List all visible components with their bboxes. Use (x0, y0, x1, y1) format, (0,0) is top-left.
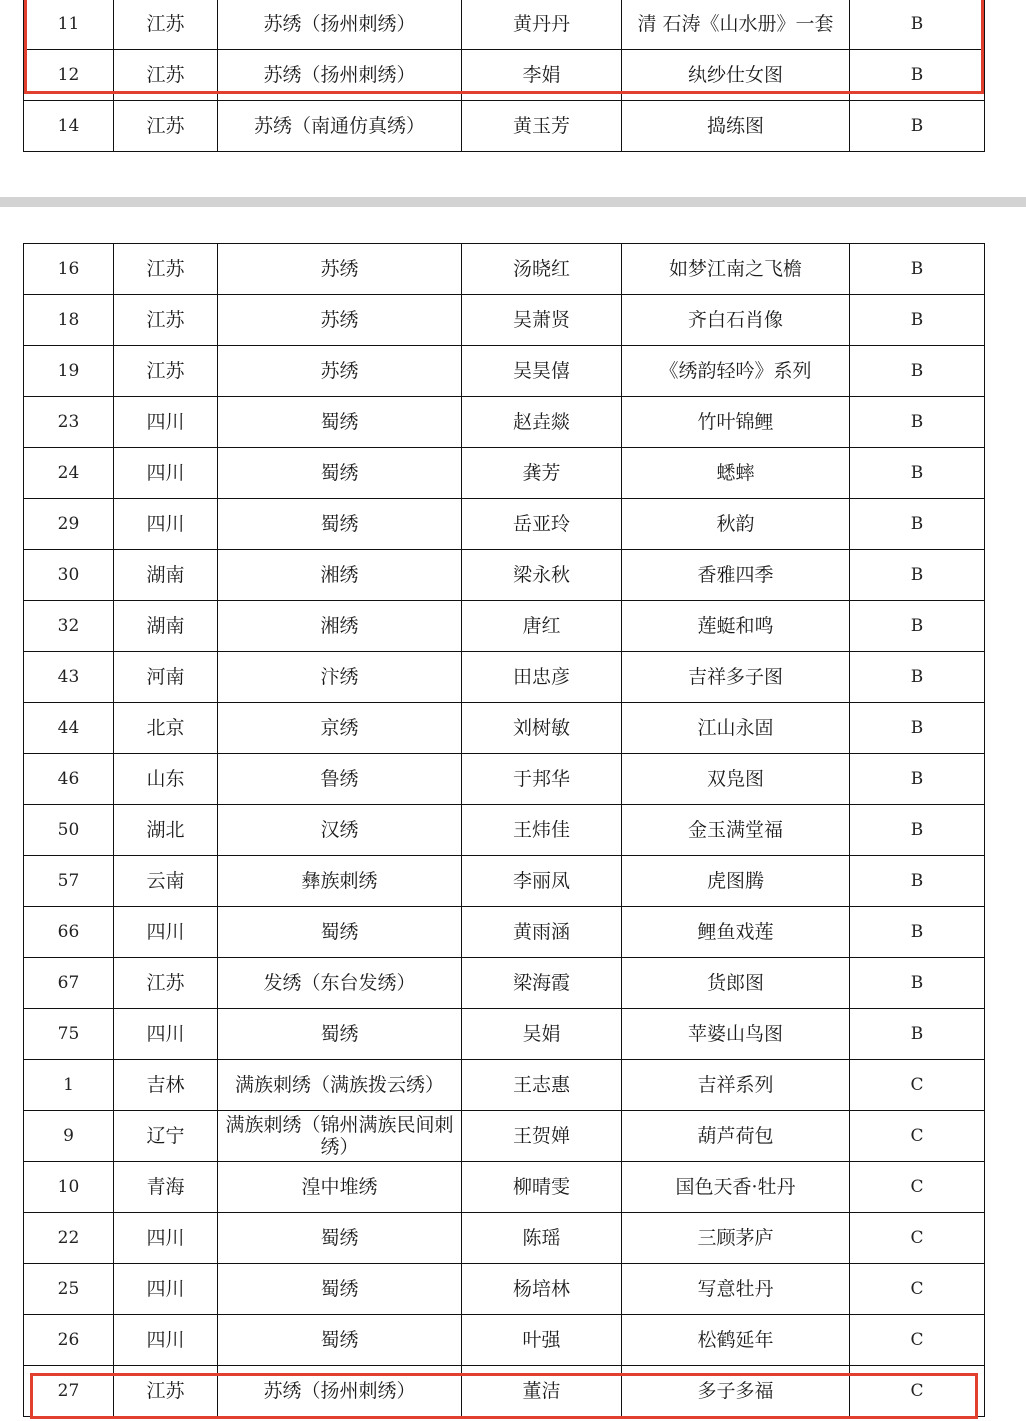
table-row (24, 601, 985, 652)
entry-number: 16 (24, 244, 114, 295)
province-cell: 山东 (114, 754, 218, 805)
work-title-cell: 多子多福 (622, 1366, 850, 1417)
artist-cell: 吴娟 (462, 1009, 622, 1060)
table-row (24, 50, 985, 101)
category-cell: 蜀绣 (218, 1213, 462, 1264)
category-cell: 鲁绣 (218, 754, 462, 805)
work-title-cell: 货郎图 (622, 958, 850, 1009)
entry-number: 27 (24, 1366, 114, 1417)
table-row (24, 1315, 985, 1366)
category-cell: 湟中堆绣 (218, 1162, 462, 1213)
category-cell: 蜀绣 (218, 397, 462, 448)
grade-cell: B (850, 499, 985, 550)
province-cell: 江苏 (114, 0, 218, 50)
category-cell: 苏绣（南通仿真绣） (218, 101, 462, 152)
category-cell: 彝族刺绣 (218, 856, 462, 907)
grade-cell: C (850, 1315, 985, 1366)
table-row (24, 1060, 985, 1111)
entry-number: 67 (24, 958, 114, 1009)
table-row (24, 1213, 985, 1264)
table-row (24, 1162, 985, 1213)
grade-cell: B (850, 346, 985, 397)
table-row (24, 1009, 985, 1060)
table-row (24, 703, 985, 754)
grade-cell: B (850, 448, 985, 499)
province-cell: 江苏 (114, 1366, 218, 1417)
artist-cell: 柳晴雯 (462, 1162, 622, 1213)
grade-cell: B (850, 244, 985, 295)
table-row (24, 754, 985, 805)
artist-cell: 刘树敏 (462, 703, 622, 754)
category-cell: 苏绣 (218, 244, 462, 295)
category-cell: 蜀绣 (218, 1009, 462, 1060)
province-cell: 四川 (114, 907, 218, 958)
table-row (24, 1264, 985, 1315)
province-cell: 四川 (114, 1009, 218, 1060)
work-title-cell: 蟋蟀 (622, 448, 850, 499)
table-row (24, 1111, 985, 1162)
grade-cell: B (850, 856, 985, 907)
table-row (24, 652, 985, 703)
work-title-cell: 捣练图 (622, 101, 850, 152)
table-row (24, 397, 985, 448)
grade-cell: B (850, 907, 985, 958)
work-title-cell: 清 石涛《山水册》一套 (622, 0, 850, 50)
table-row (24, 499, 985, 550)
category-cell: 苏绣（扬州刺绣） (218, 1366, 462, 1417)
province-cell: 湖南 (114, 601, 218, 652)
artist-cell: 叶强 (462, 1315, 622, 1366)
category-cell: 蜀绣 (218, 448, 462, 499)
entry-number: 66 (24, 907, 114, 958)
entry-number: 19 (24, 346, 114, 397)
work-title-cell: 如梦江南之飞檐 (622, 244, 850, 295)
work-title-cell: 松鹤延年 (622, 1315, 850, 1366)
province-cell: 四川 (114, 1264, 218, 1315)
table-row (24, 856, 985, 907)
grade-cell: C (850, 1366, 985, 1417)
province-cell: 四川 (114, 397, 218, 448)
category-cell: 满族刺绣（锦州满族民间刺绣） (218, 1111, 462, 1162)
table-row (24, 1366, 985, 1417)
table-row (24, 0, 985, 50)
province-cell: 河南 (114, 652, 218, 703)
category-cell: 蜀绣 (218, 907, 462, 958)
artist-cell: 龚芳 (462, 448, 622, 499)
category-cell: 满族刺绣（满族拨云绣） (218, 1060, 462, 1111)
top-results-table (23, 0, 985, 152)
work-title-cell: 秋韵 (622, 499, 850, 550)
grade-cell: C (850, 1162, 985, 1213)
province-cell: 江苏 (114, 346, 218, 397)
category-cell: 汴绣 (218, 652, 462, 703)
table-row (24, 550, 985, 601)
artist-cell: 汤晓红 (462, 244, 622, 295)
artist-cell: 梁海霞 (462, 958, 622, 1009)
entry-number: 14 (24, 101, 114, 152)
province-cell: 云南 (114, 856, 218, 907)
entry-number: 30 (24, 550, 114, 601)
category-cell: 苏绣（扬州刺绣） (218, 50, 462, 101)
grade-cell: B (850, 0, 985, 50)
work-title-cell: 江山永固 (622, 703, 850, 754)
grade-cell: B (850, 805, 985, 856)
work-title-cell: 写意牡丹 (622, 1264, 850, 1315)
grade-cell: C (850, 1111, 985, 1162)
artist-cell: 黄丹丹 (462, 0, 622, 50)
artist-cell: 于邦华 (462, 754, 622, 805)
table-row (24, 448, 985, 499)
entry-number: 24 (24, 448, 114, 499)
table-row (24, 346, 985, 397)
artist-cell: 岳亚玲 (462, 499, 622, 550)
province-cell: 湖南 (114, 550, 218, 601)
work-title-cell: 竹叶锦鲤 (622, 397, 850, 448)
entry-number: 46 (24, 754, 114, 805)
province-cell: 四川 (114, 1213, 218, 1264)
entry-number: 57 (24, 856, 114, 907)
work-title-cell: 虎图腾 (622, 856, 850, 907)
entry-number: 1 (24, 1060, 114, 1111)
province-cell: 吉林 (114, 1060, 218, 1111)
artist-cell: 唐红 (462, 601, 622, 652)
work-title-cell: 鲤鱼戏莲 (622, 907, 850, 958)
category-cell: 发绣（东台发绣） (218, 958, 462, 1009)
category-cell: 蜀绣 (218, 1264, 462, 1315)
province-cell: 北京 (114, 703, 218, 754)
entry-number: 9 (24, 1111, 114, 1162)
entry-number: 44 (24, 703, 114, 754)
work-title-cell: 纨纱仕女图 (622, 50, 850, 101)
entry-number: 43 (24, 652, 114, 703)
grade-cell: B (850, 397, 985, 448)
grade-cell: B (850, 754, 985, 805)
page-separator (0, 197, 1026, 207)
category-cell: 京绣 (218, 703, 462, 754)
work-title-cell: 《绣韵轻吟》系列 (622, 346, 850, 397)
artist-cell: 黄玉芳 (462, 101, 622, 152)
work-title-cell: 三顾茅庐 (622, 1213, 850, 1264)
work-title-cell: 香雅四季 (622, 550, 850, 601)
entry-number: 12 (24, 50, 114, 101)
work-title-cell: 双凫图 (622, 754, 850, 805)
province-cell: 江苏 (114, 244, 218, 295)
grade-cell: C (850, 1264, 985, 1315)
province-cell: 青海 (114, 1162, 218, 1213)
grade-cell: C (850, 1213, 985, 1264)
grade-cell: B (850, 50, 985, 101)
grade-cell: B (850, 550, 985, 601)
work-title-cell: 莲蜓和鸣 (622, 601, 850, 652)
artist-cell: 王炜佳 (462, 805, 622, 856)
table-row (24, 805, 985, 856)
category-cell: 苏绣（扬州刺绣） (218, 0, 462, 50)
province-cell: 四川 (114, 1315, 218, 1366)
entry-number: 50 (24, 805, 114, 856)
work-title-cell: 吉祥系列 (622, 1060, 850, 1111)
artist-cell: 吴昊僖 (462, 346, 622, 397)
work-title-cell: 葫芦荷包 (622, 1111, 850, 1162)
table-row (24, 101, 985, 152)
grade-cell: B (850, 958, 985, 1009)
table-row (24, 958, 985, 1009)
province-cell: 江苏 (114, 958, 218, 1009)
artist-cell: 李娟 (462, 50, 622, 101)
grade-cell: C (850, 1060, 985, 1111)
province-cell: 湖北 (114, 805, 218, 856)
province-cell: 江苏 (114, 50, 218, 101)
bottom-results-table (23, 243, 985, 1417)
category-cell: 苏绣 (218, 295, 462, 346)
artist-cell: 李丽凤 (462, 856, 622, 907)
table-row (24, 295, 985, 346)
entry-number: 22 (24, 1213, 114, 1264)
work-title-cell: 国色天香·牡丹 (622, 1162, 850, 1213)
entry-number: 32 (24, 601, 114, 652)
entry-number: 23 (24, 397, 114, 448)
category-cell: 蜀绣 (218, 499, 462, 550)
grade-cell: B (850, 703, 985, 754)
entry-number: 26 (24, 1315, 114, 1366)
grade-cell: B (850, 295, 985, 346)
grade-cell: B (850, 601, 985, 652)
entry-number: 75 (24, 1009, 114, 1060)
work-title-cell: 苹婆山鸟图 (622, 1009, 850, 1060)
province-cell: 江苏 (114, 295, 218, 346)
entry-number: 25 (24, 1264, 114, 1315)
province-cell: 四川 (114, 499, 218, 550)
entry-number: 18 (24, 295, 114, 346)
artist-cell: 黄雨涵 (462, 907, 622, 958)
entry-number: 11 (24, 0, 114, 50)
province-cell: 四川 (114, 448, 218, 499)
table-row (24, 907, 985, 958)
grade-cell: B (850, 1009, 985, 1060)
artist-cell: 王志惠 (462, 1060, 622, 1111)
category-cell: 蜀绣 (218, 1315, 462, 1366)
artist-cell: 陈瑶 (462, 1213, 622, 1264)
province-cell: 辽宁 (114, 1111, 218, 1162)
grade-cell: B (850, 101, 985, 152)
artist-cell: 董洁 (462, 1366, 622, 1417)
work-title-cell: 吉祥多子图 (622, 652, 850, 703)
grade-cell: B (850, 652, 985, 703)
entry-number: 10 (24, 1162, 114, 1213)
category-cell: 湘绣 (218, 550, 462, 601)
category-cell: 汉绣 (218, 805, 462, 856)
artist-cell: 赵垚燚 (462, 397, 622, 448)
artist-cell: 吴萧贤 (462, 295, 622, 346)
artist-cell: 王贺婵 (462, 1111, 622, 1162)
artist-cell: 杨培林 (462, 1264, 622, 1315)
table-row (24, 244, 985, 295)
entry-number: 29 (24, 499, 114, 550)
work-title-cell: 齐白石肖像 (622, 295, 850, 346)
province-cell: 江苏 (114, 101, 218, 152)
artist-cell: 梁永秋 (462, 550, 622, 601)
artist-cell: 田忠彦 (462, 652, 622, 703)
category-cell: 湘绣 (218, 601, 462, 652)
category-cell: 苏绣 (218, 346, 462, 397)
work-title-cell: 金玉满堂福 (622, 805, 850, 856)
